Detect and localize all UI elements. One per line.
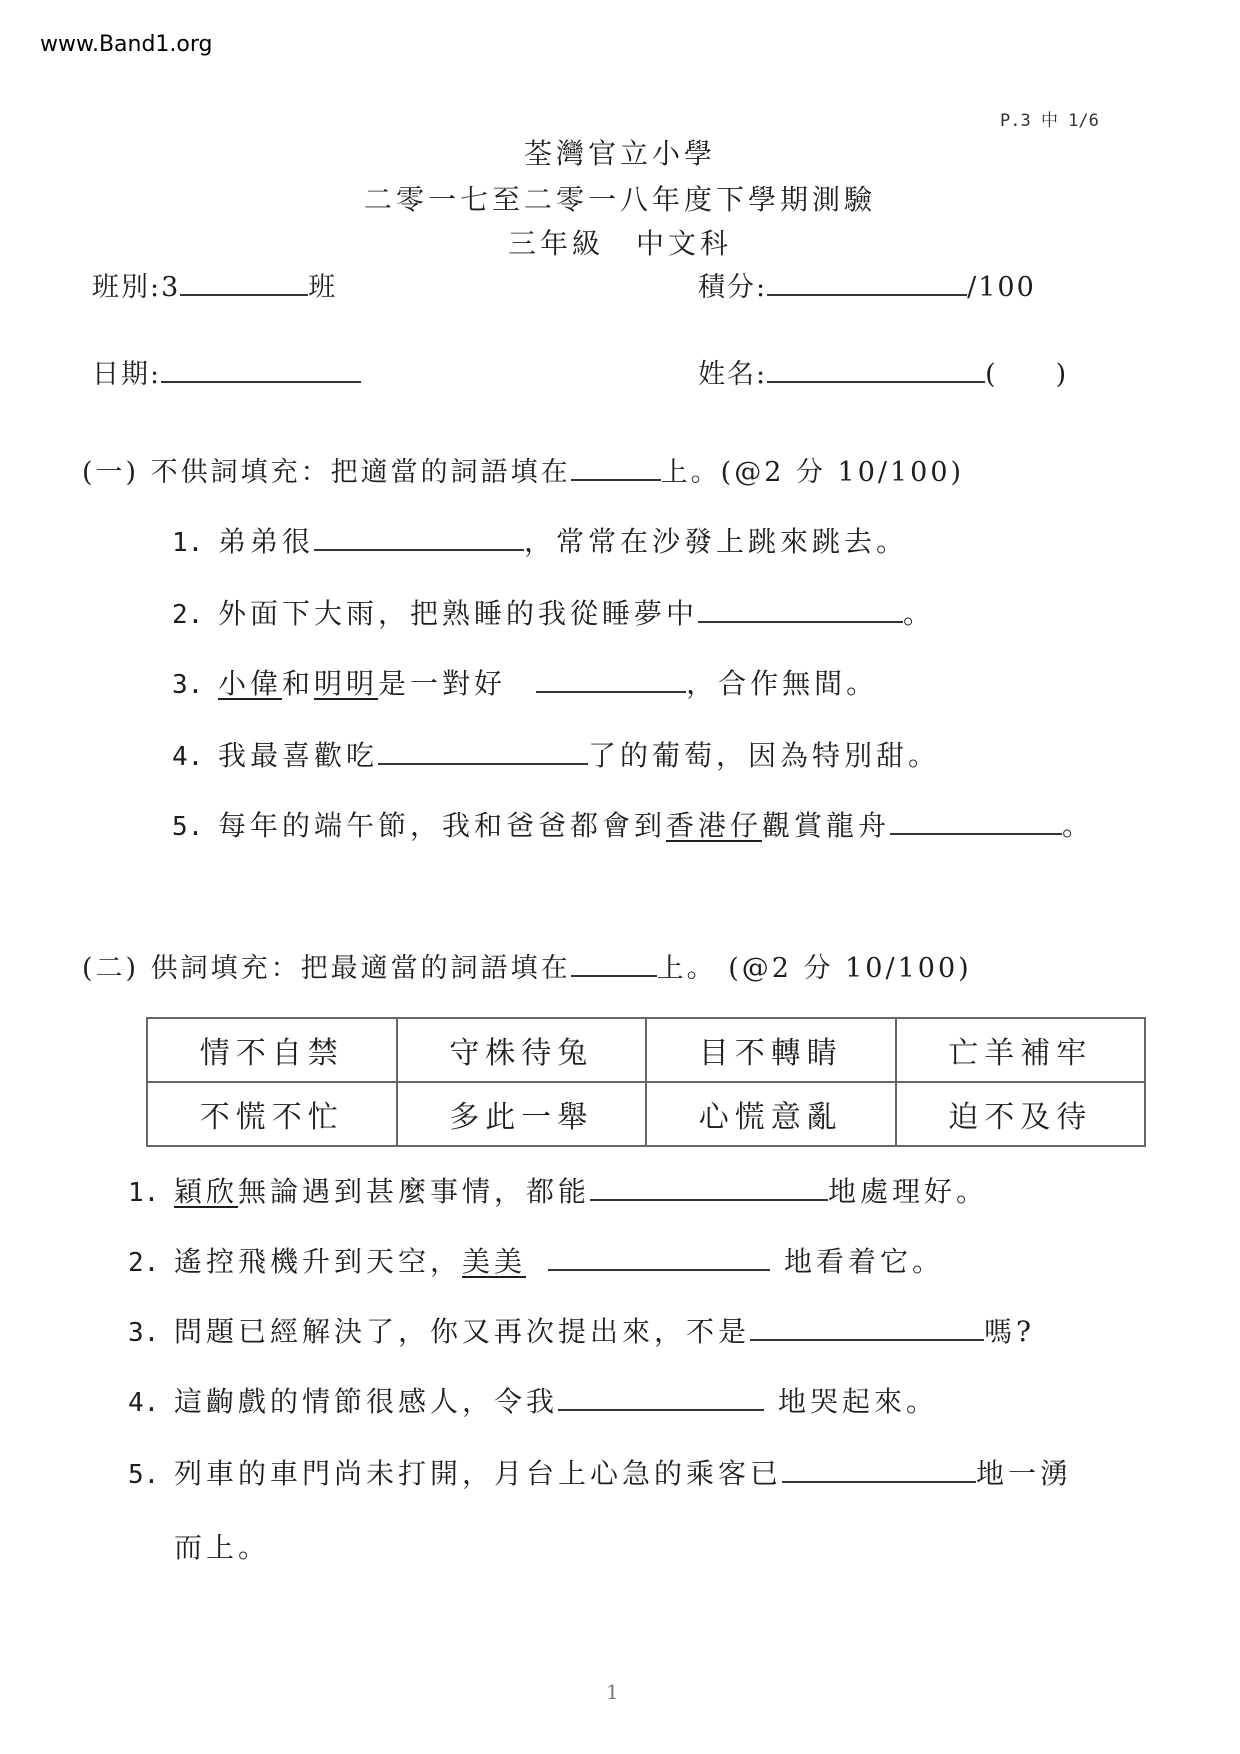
s1-q4-blank[interactable] [378, 737, 588, 765]
section1-marker: (一) [82, 457, 140, 488]
word-bank-cell: 情不自禁 [147, 1018, 397, 1082]
s1-q1-text-b: ，常常在沙發上跳來跳去。 [524, 525, 909, 558]
school-name: 荃灣官立小學 [523, 137, 716, 170]
name-blank[interactable] [767, 355, 985, 383]
s2-q3-text-a: 問題已經解決了，你又再次提出來，不是 [174, 1315, 751, 1348]
s2-q5-text-b: 地一湧 [976, 1457, 1073, 1490]
s1-q1-number: 1. [172, 528, 204, 558]
s2-q4-number: 4. [128, 1388, 160, 1418]
s2-q2-name: 美美 [462, 1245, 527, 1278]
word-bank-row [147, 1018, 1145, 1082]
s2-q4-blank[interactable] [558, 1383, 764, 1411]
section2-title-blank [571, 949, 657, 977]
s1-q5-number: 5. [172, 812, 204, 842]
section1-heading [82, 450, 964, 489]
s1-q3-name-1: 小偉 [218, 667, 283, 700]
section2-marker: (二) [82, 953, 140, 984]
s2-q5-text-a: 列車的車門尚未打開，月台上心急的乘客已 [174, 1457, 783, 1490]
s1-q5-blank[interactable] [890, 807, 1062, 835]
s1-question-1 [172, 520, 908, 560]
s1-q3-blank[interactable] [536, 665, 686, 693]
s1-question-3 [172, 662, 878, 702]
s2-question-5 [128, 1452, 1072, 1492]
subject-title: 三年級 中文科 [507, 227, 732, 260]
page-number: 1 [606, 1680, 619, 1704]
s1-q3-connector: 和 [282, 667, 315, 700]
s2-q5-number: 5. [128, 1460, 160, 1490]
s1-q3-number: 3. [172, 670, 204, 700]
class-suffix: 班 [308, 272, 338, 303]
word-bank-cell: 迫不及待 [896, 1082, 1146, 1146]
s2-q1-number: 1. [128, 1178, 160, 1208]
s1-q4-text-b: 了的葡萄，因為特別甜。 [588, 739, 941, 772]
word-bank-cell: 亡羊補牢 [896, 1018, 1146, 1082]
date-label: 日期: [92, 359, 162, 390]
word-bank-cell: 多此一舉 [397, 1082, 647, 1146]
s2-q1-name: 穎欣 [174, 1175, 239, 1208]
score-field [698, 265, 1036, 304]
date-field [92, 352, 361, 391]
s2-q5-continuation: 而上。 [174, 1531, 271, 1564]
s2-question-1 [128, 1170, 988, 1210]
score-total: /100 [967, 272, 1036, 303]
score-label: 積分: [698, 272, 768, 303]
s2-q4-text-b: 地哭起來。 [778, 1385, 939, 1418]
s2-q2-text-a: 遙控飛機升到天空， [174, 1245, 463, 1278]
s1-q5-place: 香港仔 [666, 809, 763, 842]
s2-q4-text-a: 這齣戲的情節很感人，令我 [174, 1385, 559, 1418]
s1-q3-text-a: 是一對好 [378, 667, 507, 700]
s2-q1-text-a: 無論遇到甚麼事情，都能 [238, 1175, 591, 1208]
s1-question-5 [172, 804, 1094, 844]
date-blank[interactable] [161, 355, 361, 383]
s2-question-4 [128, 1380, 938, 1420]
s1-q5-text-a: 每年的端午節，我和爸爸都會到 [218, 809, 667, 842]
s2-q3-text-b: 嗎? [984, 1315, 1036, 1348]
s2-question-2 [128, 1240, 944, 1280]
word-bank-cell: 目不轉睛 [646, 1018, 896, 1082]
section1-title: 不供詞填充：把適當的詞語填在 [150, 457, 571, 488]
class-field [92, 265, 337, 304]
class-label: 班別: [92, 272, 162, 303]
s1-q4-number: 4. [172, 742, 204, 772]
s1-q1-blank[interactable] [314, 523, 524, 551]
s2-q5-blank[interactable] [782, 1455, 976, 1483]
word-bank-cell: 心慌意亂 [646, 1082, 896, 1146]
section2-title-end: 上。 (@2 分 10/100) [656, 953, 972, 984]
section2-heading [82, 946, 972, 985]
word-bank-table [146, 1017, 1146, 1147]
s2-q2-text-b: 地看着它。 [784, 1245, 945, 1278]
s1-question-2 [172, 592, 935, 632]
s2-question-3 [128, 1310, 1035, 1350]
s1-q5-text-b: 。 [1062, 809, 1095, 842]
s1-q2-number: 2. [172, 600, 204, 630]
word-bank-cell: 不慌不忙 [147, 1082, 397, 1146]
s1-q1-text-a: 弟弟很 [218, 525, 315, 558]
score-blank[interactable] [767, 268, 967, 296]
s2-q1-blank[interactable] [590, 1173, 828, 1201]
watermark-url: www.Band1.org [40, 32, 213, 57]
word-bank-row [147, 1082, 1145, 1146]
name-field [698, 352, 1068, 391]
s2-q3-blank[interactable] [750, 1313, 984, 1341]
name-class-number: ( ) [985, 359, 1069, 390]
section2-title: 供詞填充：把最適當的詞語填在 [150, 953, 571, 984]
s2-q3-number: 3. [128, 1318, 160, 1348]
s1-question-4 [172, 734, 940, 774]
s1-q2-text-b: 。 [903, 597, 936, 630]
s2-q2-blank[interactable] [548, 1243, 770, 1271]
s1-q4-text-a: 我最喜歡吃 [218, 739, 379, 772]
section1-title-end: 上。(@2 分 10/100) [660, 457, 965, 488]
section1-title-blank [571, 453, 661, 481]
s2-q1-text-b: 地處理好。 [828, 1175, 989, 1208]
s1-q3-text-b: ，合作無間。 [686, 667, 879, 700]
exam-title: 二零一七至二零一八年度下學期測驗 [363, 183, 876, 216]
s1-q3-name-2: 明明 [314, 667, 379, 700]
s1-q2-text-a: 外面下大雨，把熟睡的我從睡夢中 [218, 597, 699, 630]
page-code: P.3 中 1/6 [1000, 111, 1099, 131]
name-label: 姓名: [698, 359, 768, 390]
class-prefix: 3 [161, 272, 181, 303]
class-blank[interactable] [180, 268, 308, 296]
s1-q5-text-a2: 觀賞龍舟 [762, 809, 891, 842]
s1-q2-blank[interactable] [698, 595, 903, 623]
word-bank-cell: 守株待兔 [397, 1018, 647, 1082]
s2-q2-number: 2. [128, 1248, 160, 1278]
